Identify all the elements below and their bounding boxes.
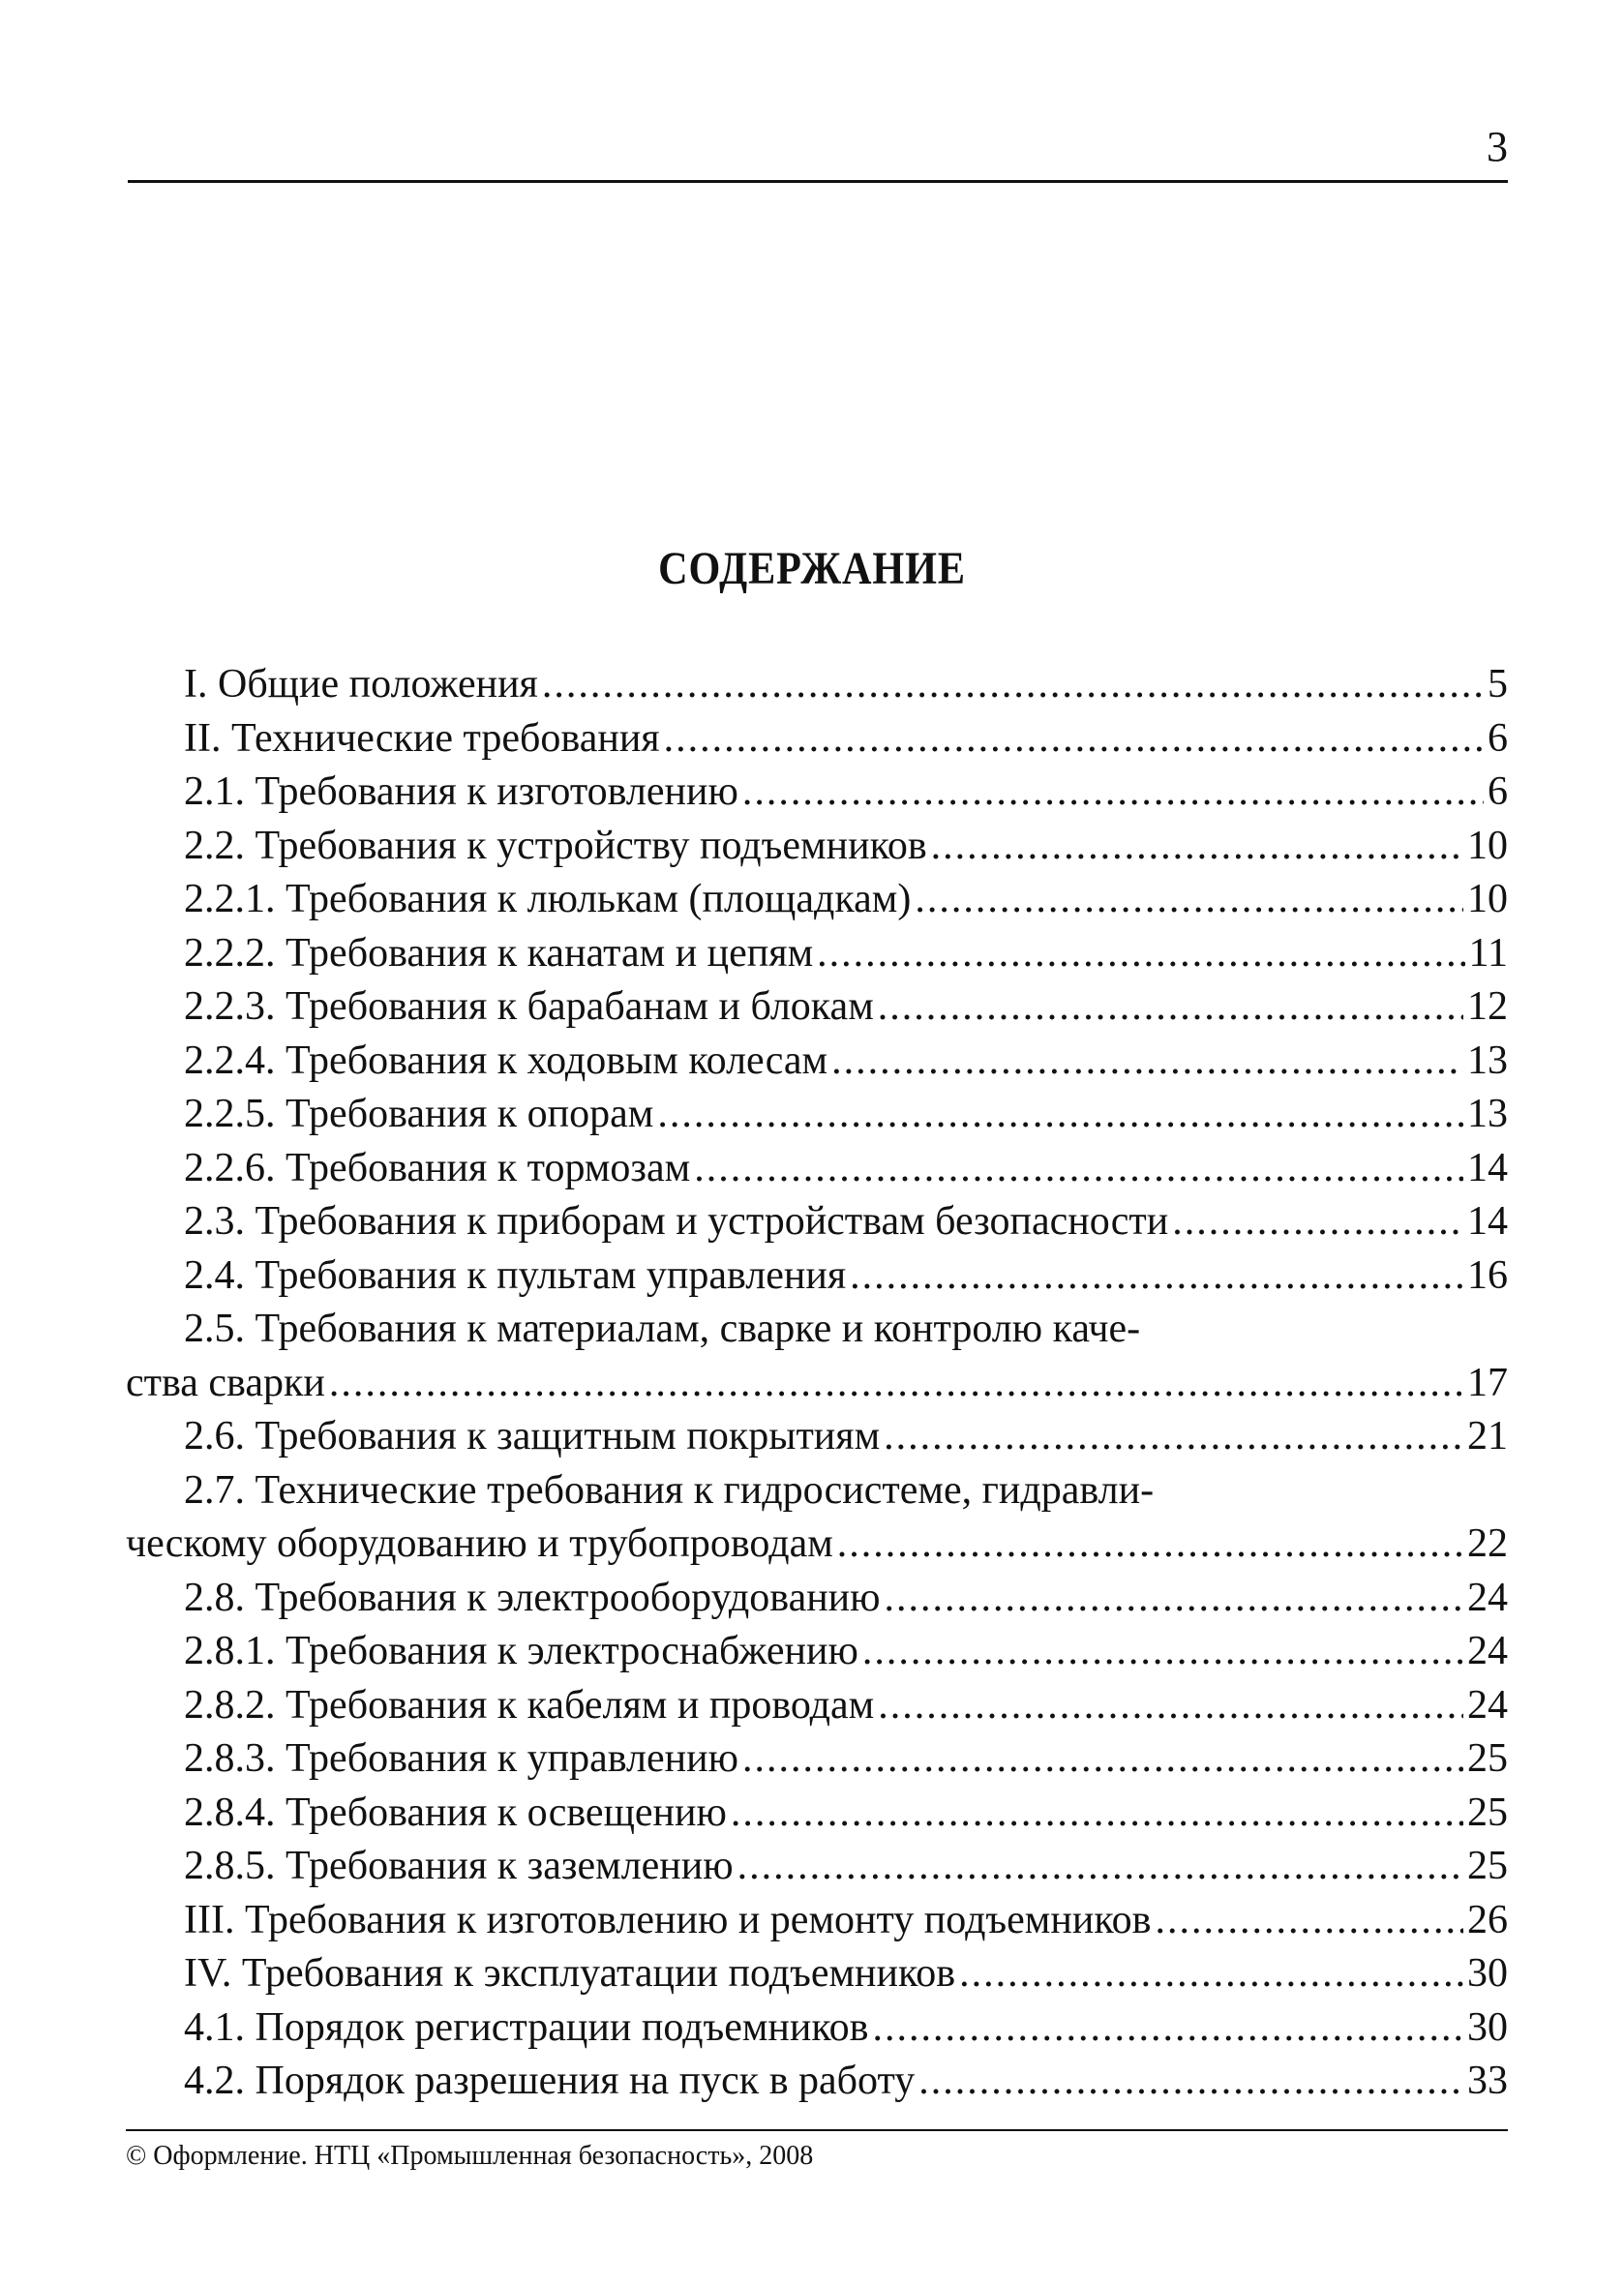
dot-leader [1172, 1195, 1463, 1249]
dot-leader [837, 1518, 1463, 1572]
toc-entry-title: 4.1. Порядок регистрации подъемников [184, 2004, 869, 2050]
toc-entry-title: 2.8.4. Требования к освещению [184, 1790, 727, 1835]
toc-entry[interactable] [126, 1894, 1508, 1948]
toc-entry[interactable] [126, 980, 1508, 1035]
toc-entry-title: ства сварки [126, 1360, 325, 1405]
dot-leader [817, 927, 1464, 981]
toc-page-number: 17 [1467, 1360, 1508, 1405]
dot-leader [885, 1572, 1463, 1626]
toc-entry-title: II. Технические требования [184, 715, 660, 761]
toc-page-number: 25 [1467, 1844, 1508, 1888]
dot-leader [831, 1035, 1463, 1089]
toc-entry-title: 2.2.1. Требования к люлькам (площадкам) [184, 877, 912, 921]
toc-entry-title: IV. Требования к эксплуатации подъемников [184, 1951, 956, 1996]
toc-page-number: 6 [1488, 715, 1508, 761]
toc-page-number: 25 [1467, 1736, 1508, 1781]
footer-rule [126, 2129, 1508, 2131]
toc-entry[interactable] [126, 1410, 1508, 1464]
page-number: 3 [1487, 123, 1508, 170]
dot-leader [872, 2001, 1463, 2056]
toc-page-number: 16 [1467, 1252, 1508, 1298]
toc-page-number: 13 [1467, 1092, 1508, 1136]
toc-entry-title: 2.2.2. Требования к канатам и цепям [184, 930, 814, 976]
toc-entry[interactable] [126, 658, 1508, 712]
toc-entry-title: 2.8.3. Требования к управлению [184, 1736, 738, 1781]
toc-page-number: 24 [1467, 1629, 1508, 1673]
dot-leader [664, 712, 1484, 767]
toc-entry[interactable] [126, 1249, 1508, 1304]
copyright-footer: © Оформление. НТЦ «Промышленная безопасность», 2008 [126, 2141, 814, 2171]
toc-entry-title: 2.8. Требования к электрооборудованию [184, 1575, 881, 1620]
toc-page-number: 26 [1467, 1897, 1508, 1942]
toc-entry[interactable] [126, 1732, 1508, 1787]
page-title: СОДЕРЖАНИЕ [658, 543, 966, 594]
toc-page-number: 12 [1467, 984, 1508, 1029]
toc-page-number: 25 [1467, 1790, 1508, 1835]
toc-page-number: 13 [1467, 1038, 1508, 1083]
toc-entry-title: 2.2.3. Требования к барабанам и блокам [184, 984, 874, 1029]
toc-entry[interactable] [126, 820, 1508, 874]
toc-entry[interactable] [126, 1787, 1508, 1841]
toc-page-number: 11 [1468, 930, 1508, 976]
toc-entry[interactable] [126, 873, 1508, 927]
toc-entry[interactable] [126, 2055, 1508, 2109]
dot-leader [742, 766, 1484, 820]
dot-leader [737, 1840, 1463, 1894]
toc-entry[interactable] [126, 2001, 1508, 2056]
toc-entry[interactable] [126, 766, 1508, 820]
toc-entry[interactable] [126, 1947, 1508, 2001]
toc-page-number: 14 [1467, 1145, 1508, 1190]
toc-entry-title: 2.8.1. Требования к электроснабжению [184, 1629, 858, 1673]
toc-entry-title: 4.2. Порядок разрешения на пуск в работу [184, 2059, 916, 2103]
toc-entry[interactable] [126, 927, 1508, 981]
toc-page-number: 24 [1467, 1682, 1508, 1728]
toc-page-number: 21 [1467, 1414, 1508, 1459]
toc-entry[interactable] [126, 1035, 1508, 1089]
toc-entry-title: 2.3. Требования к приборам и устройствам безопасности [184, 1199, 1169, 1244]
dot-leader [878, 980, 1463, 1035]
toc-entry-title: 2.8.5. Требования к заземлению [184, 1844, 734, 1888]
toc-entry-title: I. Общие положения [184, 662, 538, 707]
toc-entry[interactable] [126, 1840, 1508, 1894]
toc-entry-title: 2.6. Требования к защитным покрытиям [184, 1414, 881, 1459]
dot-leader [878, 1679, 1463, 1733]
dot-leader [915, 873, 1463, 927]
dot-leader [542, 658, 1484, 712]
dot-leader [694, 1142, 1463, 1196]
toc-entry[interactable] [126, 1195, 1508, 1249]
dot-leader [884, 1410, 1463, 1464]
dot-leader [918, 2055, 1463, 2109]
toc-entry[interactable] [126, 1572, 1508, 1626]
toc-entry-title: 2.5. Требования к материалам, сварке и контролю каче- [184, 1307, 1141, 1351]
toc-entry-title: 2.2.4. Требования к ходовым колесам [184, 1038, 828, 1083]
toc-entry[interactable] [126, 1142, 1508, 1196]
dot-leader [1155, 1894, 1463, 1948]
toc-page-number: 24 [1467, 1575, 1508, 1620]
dot-leader [742, 1732, 1463, 1787]
dot-leader [931, 820, 1463, 874]
toc-entry[interactable] [126, 1464, 1508, 1572]
toc-entry-title: 2.7. Технические требования к гидросистеме, гидравли- [184, 1467, 1155, 1513]
toc-page-number: 5 [1488, 662, 1508, 707]
toc-entry-title: 2.2.5. Требования к опорам [184, 1092, 654, 1136]
toc-entry[interactable] [126, 1625, 1508, 1679]
dot-leader [657, 1088, 1463, 1142]
dot-leader [959, 1947, 1463, 2001]
toc-entry-title: ческому оборудованию и трубопроводам [126, 1521, 833, 1566]
toc-page-number: 30 [1467, 1951, 1508, 1996]
dot-leader [329, 1357, 1463, 1411]
dot-leader [850, 1249, 1463, 1304]
toc-page-number: 10 [1467, 877, 1508, 921]
toc-entry-title: III. Требования к изготовлению и ремонту подъемников [184, 1897, 1152, 1942]
toc-entry[interactable] [126, 1679, 1508, 1733]
dot-leader [862, 1625, 1463, 1679]
dot-leader [731, 1787, 1463, 1841]
toc-entry[interactable] [126, 1303, 1508, 1410]
toc-page-number: 30 [1467, 2004, 1508, 2050]
toc-entry-title: 2.2. Требования к устройству подъемников [184, 823, 927, 868]
toc-entry[interactable] [126, 712, 1508, 767]
toc-page-number: 10 [1467, 823, 1508, 868]
toc-entry-title: 2.1. Требования к изготовлению [184, 769, 738, 814]
toc-page-number: 33 [1467, 2059, 1508, 2103]
toc-entry-title: 2.8.2. Требования к кабелям и проводам [184, 1682, 875, 1728]
toc-page-number: 14 [1467, 1199, 1508, 1244]
toc-entry-title: 2.2.6. Требования к тормозам [184, 1145, 691, 1190]
toc-entry[interactable] [126, 1088, 1508, 1142]
header-rule [128, 180, 1508, 183]
toc-page-number: 22 [1467, 1521, 1508, 1566]
toc-entry-title: 2.4. Требования к пультам управления [184, 1252, 847, 1298]
table-of-contents [126, 658, 1508, 2109]
toc-page-number: 6 [1488, 769, 1508, 814]
